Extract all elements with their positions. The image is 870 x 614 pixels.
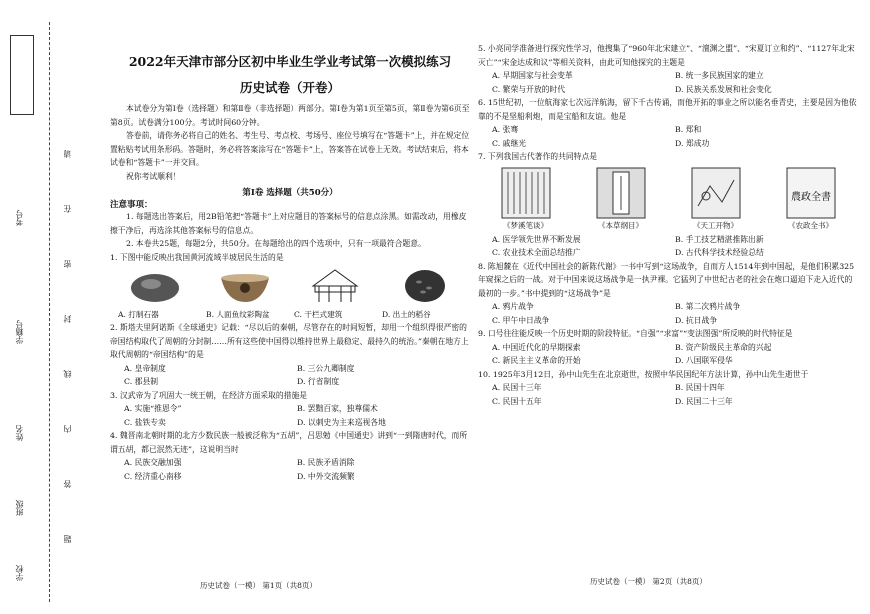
option-b: B. 人面鱼纹彩陶盆 (206, 310, 270, 319)
option-a: A. 中国近代化的早期探索 (492, 342, 581, 352)
seal-char: 答 (63, 480, 72, 488)
book-cover-text: 農政全書 (790, 191, 831, 203)
seal-char: 在 (63, 205, 72, 213)
label-school: 学校 (15, 565, 24, 581)
option-b: B. 民国十四年 (675, 383, 725, 392)
option-a: A. 鸦片战争 (492, 302, 534, 311)
option-d: D. 抗日战争 (675, 315, 718, 325)
option-d: D. 以刺史为主来巡视各地 (297, 417, 386, 427)
question-3: 3. 汉武帝为了巩固大一统王朝，在经济方面采取的措施是 (110, 390, 308, 400)
option-c: C. 繁荣与开放的时代 (492, 84, 566, 94)
book-caption: 《农政全书》 (788, 220, 833, 230)
barcode-box (10, 35, 34, 115)
seal-char: 封 (63, 315, 72, 323)
page-2 (478, 0, 858, 408)
option-d: D. 郑成功 (675, 138, 710, 148)
notes-title: 注意事项： (110, 200, 153, 210)
option-d: D. 行省制度 (297, 377, 340, 386)
q3-options (124, 402, 470, 429)
q1-images (110, 266, 470, 306)
stilt-house-image (304, 266, 366, 306)
option-d: D. 出土的稻谷 (382, 310, 431, 319)
option-a: A. 民族交融加强 (124, 458, 182, 467)
label-class: 班级 (15, 500, 24, 516)
book-cover-image (785, 166, 837, 220)
q7-options (492, 233, 858, 260)
intro-paragraph: 本试卷分为第Ⅰ卷（选择题）和第Ⅱ卷（非选择题）两部分。第Ⅰ卷为第1页至第5页，第Ⅱ卷为第6页至第8页。试卷满分100分。考试时间60分钟。 (110, 104, 470, 127)
q1-options (118, 308, 470, 321)
option-b: B. 第二次鸦片战争 (675, 302, 741, 311)
intro-paragraph: 答卷前，请你务必将自己的姓名、考生号、考点校、考场号、座位号填写在“答题卡”上，并在规定位置粘贴考试用条形码。答题时，务必将答案涂写在“答题卡”上，答案答在试卷上无效。考试结束后，将本试卷和“答题卡”一并交回。 (110, 131, 470, 167)
book-caption: 《梦溪笔谈》 (503, 220, 548, 230)
q4-options (124, 456, 470, 483)
seal-char: 题 (63, 535, 72, 543)
option-c: C. 郡县制 (124, 377, 159, 386)
question-9: 9. 口号往往能反映一个历史时期的阶段特征。“自强”“求富”“变法图强”所反映的时代特征是 (478, 329, 793, 338)
book-mengxi (500, 166, 552, 231)
book-tiangong (690, 166, 742, 231)
option-a: A. 打制石器 (118, 310, 159, 319)
option-d: D. 民国二十三年 (675, 396, 733, 406)
option-a: A. 医学领先世界不断发展 (492, 234, 581, 244)
option-b: B. 郑和 (675, 125, 702, 134)
option-c: C. 干栏式建筑 (294, 310, 343, 319)
book-caption: 《本草纲目》 (598, 220, 643, 230)
painted-pottery-basin-image (214, 266, 276, 306)
page-1 (110, 0, 470, 483)
q5-options (492, 69, 858, 96)
page-2-footer: 历史试卷（一模） 第2页（共8页） (590, 577, 707, 586)
option-b: B. 统一多民族国家的建立 (675, 71, 764, 80)
option-d: D. 中外交流频繁 (297, 471, 355, 481)
q2-options (124, 362, 470, 389)
option-c: C. 甲午中日战争 (492, 315, 550, 325)
exam-title: 2022年天津市部分区初中毕业生学业考试第一次模拟练习 (128, 54, 452, 69)
note-item: 2. 本卷共25题，每题2分，共50分。在每题给出的四个选项中，只有一项最符合题意。 (126, 239, 426, 248)
option-a: A. 实施“推恩令” (124, 404, 182, 413)
q8-options (492, 300, 858, 327)
question-4: 4. 魏晋南北朝时期的北方少数民族一般被泛称为“五胡”，吕思勉《中国通史》讲到“一到隋唐时代，而所谓五胡，都已泯然无迹”，这说明当时 (110, 431, 468, 454)
option-b: B. 手工技艺精湛推陈出新 (675, 234, 764, 244)
book-illustration-image (690, 166, 742, 220)
book-nongzheng (785, 166, 837, 231)
question-2: 2. 斯塔夫里阿诺斯《全球通史》记载：“尽以后的秦朝，尽管存在的时间短暂，却用一个组织得很严密的帝国结构取代了周朝的分封制……所有这些使中国得以维持世界上最稳定、最持久的统治。”秦朝在地方上取代周朝的“帝国结构”的是 (110, 323, 469, 359)
option-d: D. 八国联军侵华 (675, 356, 733, 365)
book-caption: 《天工开物》 (693, 220, 738, 230)
q10-options (492, 381, 858, 408)
question-8: 8. 陈旭麓在《近代中国社会的新陈代谢》一书中写到“这场战争，自而方人1514年到中国起，是他们积累325年窥探之后的一战。对于中国来说这场战争是一执尹裸。它猛列了中世纪古老的社会在炮口逼迫下走入近代的最初的一步。”书中提到的“这场战争”是 (478, 261, 855, 298)
question-1: 1. 下图中能反映出我国黄河流域半坡居民生活的是 (110, 252, 284, 262)
option-c: C. 农业技术全面总结推广 (492, 248, 581, 257)
option-b: B. 罢黜百家，独尊儒术 (297, 404, 378, 413)
label-student-id: 学籍号 (15, 320, 24, 344)
seal-line (49, 22, 50, 602)
option-a: A. 张骞 (492, 125, 519, 134)
option-c: C. 新民主主义革命的开始 (492, 356, 581, 365)
stone-tool-image (124, 266, 186, 306)
option-d: D. 民族关系发展和社会变化 (675, 84, 772, 94)
label-name: 姓名 (15, 425, 24, 441)
seal-char: 内 (63, 425, 72, 433)
page-1-footer: 历史试卷（一模） 第1页（共8页） (200, 581, 317, 590)
book-page-image (595, 166, 647, 220)
seal-char: 密 (63, 260, 72, 268)
option-c: C. 经济重心南移 (124, 471, 182, 481)
section-heading: 第Ⅰ卷 选择题（共50分） (242, 188, 338, 198)
question-6: 6. 15世纪初，一位航海家七次远洋航海，留下千古传诵，而他开拓的事业之所以能名垂青史，主要是因为他依靠的不是坚船利炮，而是宝船和友谊。他是 (478, 98, 857, 121)
binding-margin (0, 0, 95, 614)
option-d: D. 古代科学技术经验总结 (675, 248, 764, 257)
label-exam-number: 考号 (15, 210, 24, 226)
option-b: B. 资产阶级民主革命的兴起 (675, 342, 772, 352)
book-page-image (500, 166, 552, 220)
option-c: C. 民国十五年 (492, 396, 542, 406)
question-7: 7. 下列我国古代著作的共同特点是 (478, 152, 598, 161)
q7-book-images (478, 166, 858, 231)
book-bencao (595, 166, 647, 231)
q6-options (492, 123, 858, 150)
seal-char: 线 (63, 370, 72, 378)
exam-subtitle: 历史试卷（开卷） (239, 80, 340, 95)
note-item: 1. 每题选出答案后，用2B铅笔把“答题卡”上对应题目的答案标号的信息点涂黑。如需改动，用橡皮擦干净后，再选涂其他答案标号的信息点。 (110, 212, 467, 235)
intro-paragraph: 祝你考试顺利！ (126, 171, 181, 181)
rice-grain-image (394, 266, 456, 306)
option-a: A. 早期国家与社会变革 (492, 71, 573, 80)
q9-options (492, 341, 858, 368)
option-b: B. 民族矛盾消除 (297, 458, 355, 467)
option-c: C. 盐铁专卖 (124, 417, 166, 427)
question-5: 5. 小亮同学准备进行探究性学习，他搜集了“960年北宋建立”、“澶渊之盟”、“宋夏订立和约”、“1127年北宋灭亡”“宋金达成和议”等相关资料，由此可知他探究的主题是 (478, 44, 855, 67)
option-c: C. 戚继光 (492, 138, 527, 148)
seal-char: 请 (63, 150, 72, 158)
option-a: A. 民国十三年 (492, 383, 542, 392)
option-b: B. 三公九卿制度 (297, 363, 355, 373)
option-a: A. 皇帝制度 (124, 363, 166, 373)
question-10: 10. 1925年3月12日，孙中山先生在北京逝世，按照中华民国纪年方法计算，孙中山先生逝世于 (478, 369, 809, 379)
